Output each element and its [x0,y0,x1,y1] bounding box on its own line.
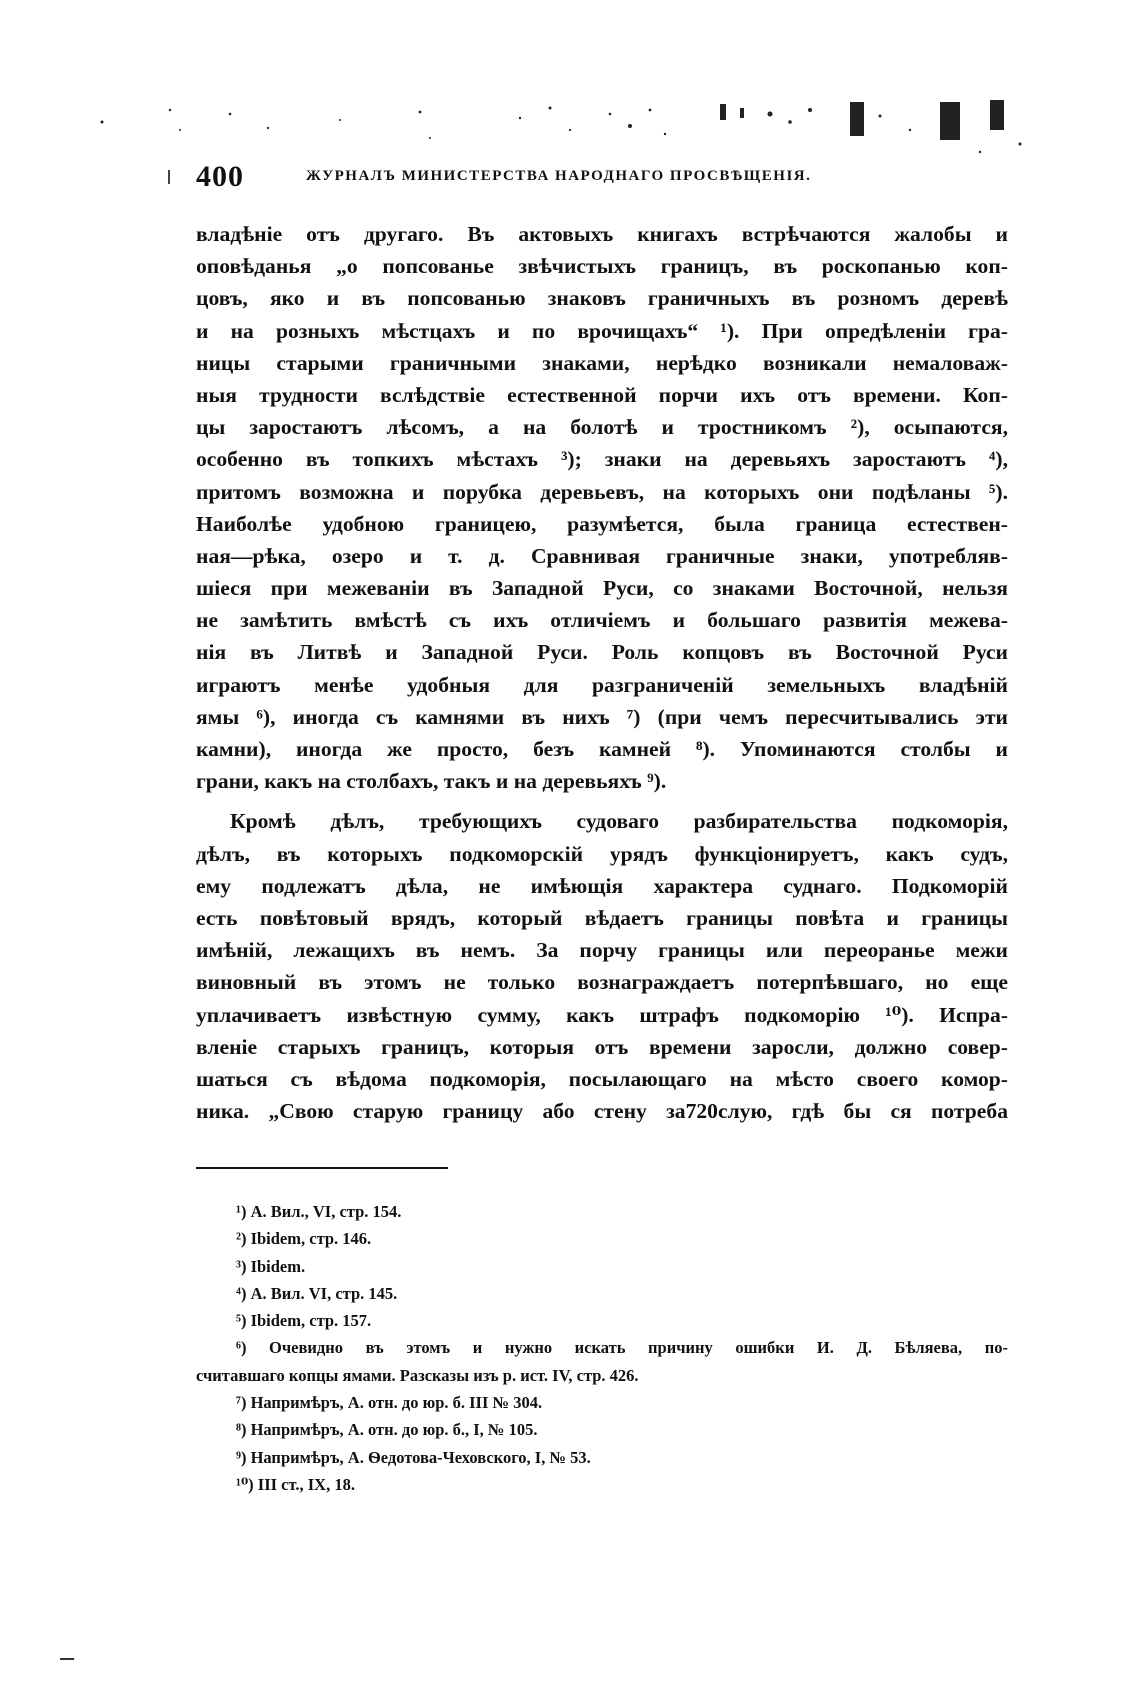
text-line: шіеся при межеваніи въ Западной Руси, со знаками Восточной, нельзя [196,576,1008,601]
text-line: играютъ менѣе удобныя для разграниченій земельныхъ владѣній [196,672,1008,697]
footnote: ⁵) Ibidem, стр. 157. [236,1311,372,1331]
text-line: шаться съ вѣдома подкоморія, посылающаго на мѣсто своего комор- [196,1066,1008,1091]
footnotes [196,1198,1008,1498]
running-title: ЖУРНАЛЪ МИНИСТЕРСТВА НАРОДНАГО ПРОСВѢЩЕНІЯ. [306,168,812,184]
page-number: 400 [196,160,244,193]
page-header [196,160,1016,200]
text-line: ныя трудности вслѣдствіе естественной порчи ихъ отъ времени. Коп- [196,382,1008,407]
footnote-continuation: считавшаго копцы ямами. Разсказы изъ р. ист. IV, стр. 426. [196,1365,639,1385]
footnote: ⁶) Очевидно въ этомъ и нужно искать причину ошибки И. Д. Бѣляева, по- [236,1338,1008,1358]
text-line: ему подлежатъ дѣла, не имѣющія характера суднаго. Подкоморій [196,873,1008,898]
text-line: цы заростаютъ лѣсомъ, а на болотѣ и тростникомъ ²), осыпаются, [196,415,1008,440]
footnote: ⁷) Напримѣръ, А. отн. до юр. б. III № 304. [236,1393,543,1413]
margin-tick [168,170,170,184]
footnote: ⁴) А. Вил. VI, стр. 145. [236,1283,398,1303]
text-line: виновный въ этомъ не только вознаграждаетъ потерпѣвшаго, но еще [196,970,1008,995]
scan-noise-top [90,100,1040,160]
text-line: уплачиваетъ извѣстную сумму, какъ штрафъ подкоморію ¹⁰). Испра- [196,1002,1008,1027]
text-line: ника. „Свою старую границу або стену за720слую, гдѣ бы ся потреба [196,1099,1008,1124]
text-line: оповѣданья „о попсованье звѣчистыхъ границъ, въ роскопанью коп- [196,254,1008,279]
footnote: ¹⁰) III ст., IX, 18. [236,1474,355,1494]
text-line: имѣній, лежащихъ въ немъ. За порчу границы или переоранье межи [196,938,1008,963]
footnote: ⁸) Напримѣръ, А. отн. до юр. б., I, № 105. [236,1420,538,1440]
text-line: грани, какъ на столбахъ, такъ и на деревьяхъ ⁹). [196,769,667,794]
text-line: особенно въ топкихъ мѣстахъ ³); знаки на деревьяхъ заростаютъ ⁴), [196,447,1008,472]
text-line: и на розныхъ мѣстцахъ и по врочищахъ“ ¹). При опредѣленіи гра- [196,318,1008,343]
footnote: ⁹) Напримѣръ, А. Ѳедотова-Чеховского, I, № 53. [236,1447,591,1467]
footnote-rule [196,1167,448,1169]
text-line: есть повѣтовый врядъ, который вѣдаетъ границы повѣта и границы [196,905,1008,930]
text-line: Наиболѣе удобною границею, разумѣется, была граница естествен- [196,511,1008,536]
text-line: вленіе старыхъ границъ, которыя отъ времени заросли, должно совер- [196,1034,1008,1059]
margin-mark [60,1658,74,1660]
text-line: ная—рѣка, озеро и т. д. Сравнивая граничные знаки, употребляв- [196,543,1008,568]
text-line: владѣніе отъ другаго. Въ актовыхъ книгахъ встрѣчаются жалобы и [196,222,1008,246]
footnote: ³) Ibidem. [236,1256,306,1276]
paragraph-gap [196,797,1008,805]
main-text [196,218,1008,1127]
text-line: ницы старыми граничными знаками, нерѣдко возникали немаловаж- [196,350,1008,375]
footnote: ¹) А. Вил., VI, стр. 154. [236,1202,402,1221]
text-line: притомъ возможна и порубка деревьевъ, на которыхъ они подѣланы ⁵). [196,479,1008,504]
footnote: ²) Ibidem, стр. 146. [236,1229,372,1249]
text-line: цовъ, яко и въ попсованью знаковъ граничныхъ въ розномъ деревѣ [196,286,1008,311]
text-line: Кромѣ дѣлъ, требующихъ судоваго разбирательства подкоморія, [230,809,1008,834]
text-line: не замѣтить вмѣстѣ съ ихъ отличіемъ и большаго развитія межева- [196,608,1008,633]
text-line: дѣлъ, въ которыхъ подкоморскій урядъ функціонируетъ, какъ судъ, [196,841,1008,866]
text-line: ямы ⁶), иногда съ камнями въ нихъ ⁷) (при чемъ пересчитывались эти [196,704,1008,729]
text-line: нія въ Литвѣ и Западной Руси. Роль копцовъ въ Восточной Руси [196,640,1008,665]
text-line: камни), иногда же просто, безъ камней ⁸). Упоминаются столбы и [196,737,1008,761]
